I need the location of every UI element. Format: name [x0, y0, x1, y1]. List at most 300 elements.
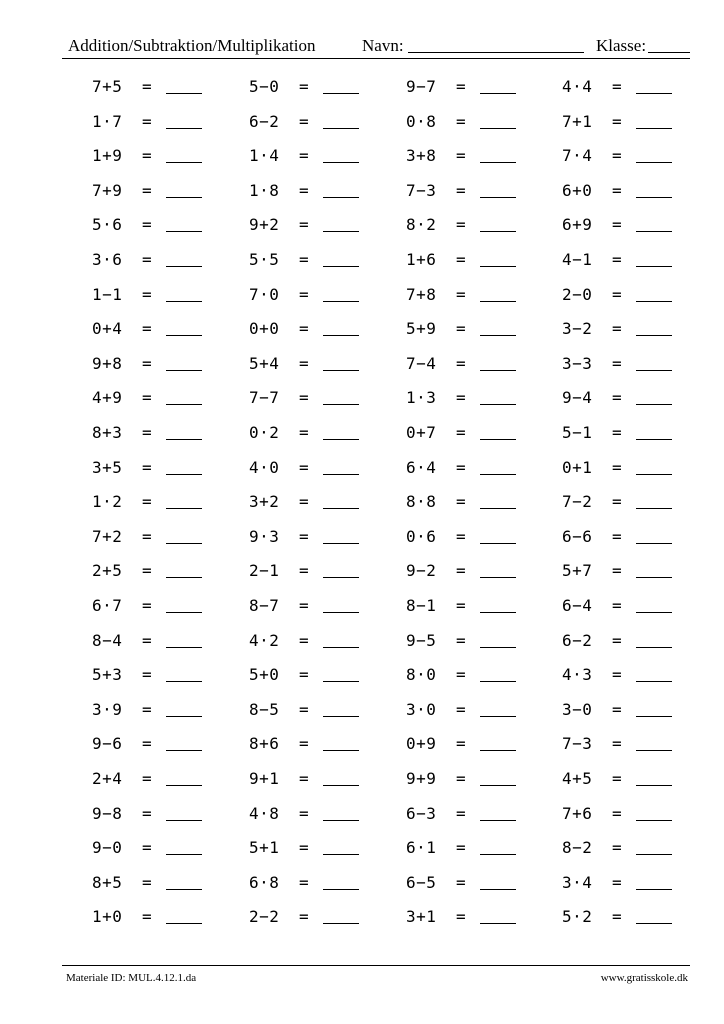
answer-blank[interactable]	[166, 265, 202, 267]
answer-blank[interactable]	[166, 438, 202, 440]
problem	[406, 248, 516, 272]
answer-blank[interactable]	[480, 438, 516, 440]
answer-blank[interactable]	[636, 784, 672, 786]
answer-blank[interactable]	[323, 542, 359, 544]
answer-blank[interactable]	[636, 403, 672, 405]
problem	[562, 525, 672, 549]
problem	[92, 110, 202, 134]
answer-blank[interactable]	[636, 749, 672, 751]
answer-blank[interactable]	[166, 369, 202, 371]
answer-blank[interactable]	[323, 611, 359, 613]
problem	[249, 144, 359, 168]
name-field[interactable]	[408, 52, 584, 53]
problem-expression: 2−1	[249, 561, 280, 581]
equals-sign: =	[299, 250, 309, 269]
answer-blank[interactable]	[166, 542, 202, 544]
problem	[406, 871, 516, 895]
problem-expression: 1·8	[249, 180, 280, 200]
equals-sign: =	[456, 699, 466, 719]
answer-blank[interactable]	[323, 369, 359, 371]
problem	[406, 732, 516, 756]
equals-sign: =	[456, 146, 466, 166]
problem-expression: 3+1	[406, 907, 437, 927]
answer-blank[interactable]	[480, 369, 516, 371]
equals-sign: =	[456, 215, 466, 235]
equals-sign: =	[456, 388, 466, 408]
problem	[249, 283, 359, 307]
problem	[92, 905, 202, 929]
answer-blank[interactable]	[636, 853, 672, 855]
problem-expression: 2+5	[92, 561, 123, 581]
answer-blank[interactable]	[480, 161, 516, 163]
answer-blank[interactable]	[323, 334, 359, 336]
problem-expression: 6−5	[406, 872, 437, 892]
answer-blank[interactable]	[323, 92, 359, 94]
problem	[249, 179, 359, 203]
answer-blank[interactable]	[323, 300, 359, 302]
answer-blank[interactable]	[636, 92, 672, 94]
answer-blank[interactable]	[480, 92, 516, 94]
answer-blank[interactable]	[166, 92, 202, 94]
problem-expression: 0+9	[406, 734, 437, 754]
problem	[406, 421, 516, 445]
problem	[406, 352, 516, 376]
problem-expression: 8·2	[406, 215, 437, 235]
problem-expression: 8−4	[92, 630, 123, 650]
answer-blank[interactable]	[636, 196, 672, 198]
equals-sign: =	[456, 526, 466, 546]
answer-blank[interactable]	[480, 853, 516, 855]
problem-expression: 7+5	[92, 77, 123, 96]
answer-blank[interactable]	[323, 715, 359, 717]
answer-blank[interactable]	[323, 265, 359, 267]
problem	[562, 144, 672, 168]
problem	[406, 144, 516, 168]
answer-blank[interactable]	[480, 922, 516, 924]
answer-blank[interactable]	[480, 646, 516, 648]
problem-expression: 4·0	[249, 457, 280, 477]
equals-sign: =	[612, 838, 622, 858]
answer-blank[interactable]	[636, 819, 672, 821]
problem	[92, 836, 202, 860]
equals-sign: =	[456, 423, 466, 442]
equals-sign: =	[299, 146, 309, 166]
problem-expression: 2−0	[562, 284, 593, 304]
answer-blank[interactable]	[166, 403, 202, 405]
answer-blank[interactable]	[166, 888, 202, 890]
worksheet-header	[68, 30, 690, 58]
problem	[249, 75, 359, 99]
answer-blank[interactable]	[636, 715, 672, 717]
problem-expression: 9+8	[92, 353, 123, 373]
equals-sign: =	[456, 319, 466, 339]
problem-expression: 8−1	[406, 596, 437, 615]
problem	[562, 317, 672, 341]
equals-sign: =	[299, 907, 309, 927]
problem	[406, 767, 516, 791]
problem	[562, 75, 672, 99]
equals-sign: =	[299, 872, 309, 892]
problem-expression: 7+9	[92, 180, 123, 200]
equals-sign: =	[142, 319, 152, 339]
problem	[92, 144, 202, 168]
problem	[92, 213, 202, 237]
answer-blank[interactable]	[323, 680, 359, 682]
problem	[92, 421, 202, 445]
problem	[92, 248, 202, 272]
answer-blank[interactable]	[480, 784, 516, 786]
equals-sign: =	[142, 907, 152, 927]
equals-sign: =	[612, 665, 622, 685]
answer-blank[interactable]	[166, 784, 202, 786]
answer-blank[interactable]	[480, 403, 516, 405]
answer-blank[interactable]	[480, 196, 516, 198]
problem	[249, 525, 359, 549]
equals-sign: =	[612, 734, 622, 754]
problem-expression: 3·6	[92, 250, 123, 269]
problem-expression: 6·4	[406, 457, 437, 477]
problem-expression: 4·4	[562, 77, 593, 96]
answer-blank[interactable]	[323, 888, 359, 890]
equals-sign: =	[612, 180, 622, 200]
equals-sign: =	[142, 250, 152, 269]
problem-expression: 7−3	[562, 734, 593, 754]
equals-sign: =	[299, 803, 309, 823]
problem-expression: 0·2	[249, 423, 280, 442]
problem-expression: 3·4	[562, 872, 593, 892]
equals-sign: =	[142, 665, 152, 685]
problem	[92, 456, 202, 480]
equals-sign: =	[142, 769, 152, 788]
problem-expression: 1−1	[92, 284, 123, 304]
answer-blank[interactable]	[636, 161, 672, 163]
problem	[92, 871, 202, 895]
problem	[249, 559, 359, 583]
problem	[249, 213, 359, 237]
problem	[406, 490, 516, 514]
equals-sign: =	[456, 803, 466, 823]
answer-blank[interactable]	[636, 507, 672, 509]
worksheet-title: Addition/Subtraktion/Multiplikation	[68, 36, 316, 55]
answer-blank[interactable]	[480, 473, 516, 475]
equals-sign: =	[299, 284, 309, 304]
answer-blank[interactable]	[480, 300, 516, 302]
answer-blank[interactable]	[323, 127, 359, 129]
answer-blank[interactable]	[166, 853, 202, 855]
problem-expression: 6·8	[249, 872, 280, 892]
class-field[interactable]	[648, 52, 690, 53]
problem-expression: 0+1	[562, 457, 593, 477]
problem	[92, 802, 202, 826]
answer-blank[interactable]	[636, 922, 672, 924]
equals-sign: =	[612, 319, 622, 339]
footer-divider	[62, 965, 690, 966]
answer-blank[interactable]	[480, 680, 516, 682]
problem-expression: 9−0	[92, 838, 123, 858]
problem	[92, 352, 202, 376]
answer-blank[interactable]	[166, 230, 202, 232]
problem-expression: 6+9	[562, 215, 593, 235]
problem	[406, 75, 516, 99]
answer-blank[interactable]	[323, 230, 359, 232]
answer-blank[interactable]	[323, 473, 359, 475]
equals-sign: =	[142, 457, 152, 477]
equals-sign: =	[612, 492, 622, 512]
problem-expression: 1·3	[406, 388, 437, 408]
answer-blank[interactable]	[323, 853, 359, 855]
answer-blank[interactable]	[636, 300, 672, 302]
problem-expression: 9−6	[92, 734, 123, 754]
problem	[562, 836, 672, 860]
equals-sign: =	[456, 180, 466, 200]
answer-blank[interactable]	[323, 749, 359, 751]
problem	[249, 317, 359, 341]
equals-sign: =	[142, 111, 152, 131]
equals-sign: =	[612, 803, 622, 823]
answer-blank[interactable]	[166, 576, 202, 578]
equals-sign: =	[456, 872, 466, 892]
equals-sign: =	[142, 423, 152, 442]
problem	[92, 732, 202, 756]
equals-sign: =	[456, 250, 466, 269]
answer-blank[interactable]	[166, 334, 202, 336]
equals-sign: =	[142, 284, 152, 304]
equals-sign: =	[142, 180, 152, 200]
problem-expression: 6−2	[249, 111, 280, 131]
header-divider	[62, 58, 690, 59]
answer-blank[interactable]	[323, 784, 359, 786]
problem-expression: 3−3	[562, 353, 593, 373]
problem-expression: 8+5	[92, 872, 123, 892]
answer-blank[interactable]	[636, 438, 672, 440]
problem	[249, 386, 359, 410]
answer-blank[interactable]	[166, 196, 202, 198]
problem	[249, 871, 359, 895]
equals-sign: =	[612, 146, 622, 166]
problem	[562, 663, 672, 687]
problem-expression: 1·7	[92, 111, 123, 131]
answer-blank[interactable]	[636, 576, 672, 578]
equals-sign: =	[299, 180, 309, 200]
equals-sign: =	[299, 699, 309, 719]
answer-blank[interactable]	[323, 576, 359, 578]
problem-expression: 2+4	[92, 769, 123, 788]
material-id: Materiale ID: MUL.4.12.1.da	[66, 972, 197, 984]
problem	[406, 317, 516, 341]
problem	[562, 732, 672, 756]
problem-expression: 7−7	[249, 388, 280, 408]
problem	[249, 698, 359, 722]
answer-blank[interactable]	[636, 542, 672, 544]
answer-blank[interactable]	[166, 161, 202, 163]
answer-blank[interactable]	[166, 300, 202, 302]
problem-expression: 8·8	[406, 492, 437, 512]
equals-sign: =	[612, 596, 622, 615]
equals-sign: =	[612, 630, 622, 650]
problem-expression: 9−5	[406, 630, 437, 650]
answer-blank[interactable]	[166, 922, 202, 924]
answer-blank[interactable]	[636, 646, 672, 648]
problem-expression: 9−2	[406, 561, 437, 581]
equals-sign: =	[456, 561, 466, 581]
problem	[249, 629, 359, 653]
answer-blank[interactable]	[323, 922, 359, 924]
answer-blank[interactable]	[480, 127, 516, 129]
answer-blank[interactable]	[480, 611, 516, 613]
equals-sign: =	[142, 146, 152, 166]
problem-expression: 5+0	[249, 665, 280, 685]
answer-blank[interactable]	[480, 715, 516, 717]
problem-expression: 3−2	[562, 319, 593, 339]
equals-sign: =	[142, 492, 152, 512]
answer-blank[interactable]	[636, 127, 672, 129]
problem	[406, 629, 516, 653]
answer-blank[interactable]	[636, 369, 672, 371]
answer-blank[interactable]	[480, 749, 516, 751]
equals-sign: =	[142, 803, 152, 823]
equals-sign: =	[142, 630, 152, 650]
answer-blank[interactable]	[166, 473, 202, 475]
problem-expression: 7+8	[406, 284, 437, 304]
answer-blank[interactable]	[480, 507, 516, 509]
equals-sign: =	[299, 353, 309, 373]
answer-blank[interactable]	[323, 507, 359, 509]
problem-expression: 5+1	[249, 838, 280, 858]
problem-expression: 2−2	[249, 907, 280, 927]
answer-blank[interactable]	[480, 230, 516, 232]
problem-expression: 3·0	[406, 699, 437, 719]
problem	[92, 594, 202, 618]
answer-blank[interactable]	[480, 334, 516, 336]
answer-blank[interactable]	[480, 576, 516, 578]
answer-blank[interactable]	[480, 265, 516, 267]
problem	[249, 490, 359, 514]
problem	[562, 629, 672, 653]
problem-expression: 6−2	[562, 630, 593, 650]
problem-expression: 7·4	[562, 146, 593, 166]
problem	[249, 767, 359, 791]
problem	[406, 456, 516, 480]
answer-blank[interactable]	[636, 334, 672, 336]
problem-expression: 3+2	[249, 492, 280, 512]
problem-expression: 8·0	[406, 665, 437, 685]
equals-sign: =	[612, 526, 622, 546]
answer-blank[interactable]	[166, 507, 202, 509]
problem-expression: 8+6	[249, 734, 280, 754]
problem-expression: 7·0	[249, 284, 280, 304]
problem-expression: 5+3	[92, 665, 123, 685]
problem-expression: 1·4	[249, 146, 280, 166]
equals-sign: =	[299, 665, 309, 685]
answer-blank[interactable]	[166, 749, 202, 751]
problem-expression: 6−4	[562, 596, 593, 615]
answer-blank[interactable]	[166, 646, 202, 648]
answer-blank[interactable]	[636, 230, 672, 232]
equals-sign: =	[456, 457, 466, 477]
answer-blank[interactable]	[323, 403, 359, 405]
answer-blank[interactable]	[166, 680, 202, 682]
problem	[249, 352, 359, 376]
equals-sign: =	[299, 630, 309, 650]
problem	[406, 386, 516, 410]
name-label: Navn:	[362, 36, 404, 55]
problem-expression: 4+5	[562, 769, 593, 788]
problem	[562, 490, 672, 514]
equals-sign: =	[456, 630, 466, 650]
problem-expression: 1+6	[406, 250, 437, 269]
answer-blank[interactable]	[323, 646, 359, 648]
problem	[406, 905, 516, 929]
equals-sign: =	[612, 388, 622, 408]
answer-blank[interactable]	[480, 888, 516, 890]
equals-sign: =	[142, 699, 152, 719]
answer-blank[interactable]	[166, 819, 202, 821]
problem-expression: 0·8	[406, 111, 437, 131]
problem-expression: 5−0	[249, 77, 280, 96]
problem	[406, 283, 516, 307]
problem-expression: 3−0	[562, 699, 593, 719]
problem	[562, 283, 672, 307]
answer-blank[interactable]	[636, 265, 672, 267]
problem-expression: 7−4	[406, 353, 437, 373]
answer-blank[interactable]	[323, 196, 359, 198]
problem	[249, 802, 359, 826]
problem-expression: 7−3	[406, 180, 437, 200]
answer-blank[interactable]	[166, 127, 202, 129]
problem	[406, 594, 516, 618]
answer-blank[interactable]	[636, 888, 672, 890]
problem	[406, 836, 516, 860]
problem	[249, 905, 359, 929]
equals-sign: =	[299, 596, 309, 615]
answer-blank[interactable]	[636, 680, 672, 682]
problem	[406, 110, 516, 134]
equals-sign: =	[456, 353, 466, 373]
problem-expression: 6·1	[406, 838, 437, 858]
equals-sign: =	[456, 111, 466, 131]
answer-blank[interactable]	[323, 438, 359, 440]
equals-sign: =	[612, 215, 622, 235]
problem	[562, 767, 672, 791]
answer-blank[interactable]	[636, 473, 672, 475]
problem-expression: 1+9	[92, 146, 123, 166]
problem	[249, 836, 359, 860]
answer-blank[interactable]	[323, 819, 359, 821]
problem	[92, 629, 202, 653]
equals-sign: =	[612, 111, 622, 131]
problem-expression: 7+6	[562, 803, 593, 823]
problem-expression: 4·8	[249, 803, 280, 823]
equals-sign: =	[456, 734, 466, 754]
problem	[92, 283, 202, 307]
answer-blank[interactable]	[636, 611, 672, 613]
equals-sign: =	[612, 284, 622, 304]
problem	[562, 559, 672, 583]
answer-blank[interactable]	[323, 161, 359, 163]
equals-sign: =	[612, 907, 622, 927]
equals-sign: =	[612, 423, 622, 442]
equals-sign: =	[142, 77, 152, 96]
answer-blank[interactable]	[480, 819, 516, 821]
problem	[562, 248, 672, 272]
problem-expression: 6+0	[562, 180, 593, 200]
equals-sign: =	[142, 872, 152, 892]
answer-blank[interactable]	[166, 611, 202, 613]
answer-blank[interactable]	[166, 715, 202, 717]
answer-blank[interactable]	[480, 542, 516, 544]
problem	[249, 732, 359, 756]
problem-expression: 3+8	[406, 146, 437, 166]
